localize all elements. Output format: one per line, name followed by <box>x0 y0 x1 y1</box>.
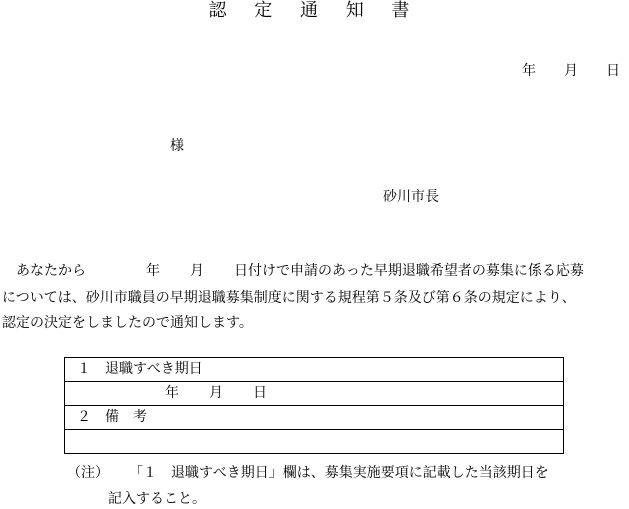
table-row <box>65 382 564 406</box>
retirement-date-value <box>65 382 564 406</box>
note-prefix: （注） <box>67 465 109 481</box>
addressee-suffix: 様 <box>170 138 184 154</box>
remarks-label: ２ 備 考 <box>65 406 564 430</box>
issue-date-year: 年 <box>522 63 536 79</box>
note-line-2: 記入すること。 <box>108 491 206 507</box>
note-line-1 <box>67 463 549 483</box>
table-row <box>65 430 564 454</box>
details-table <box>64 357 564 454</box>
document-title: 認 定 通 知 書 <box>208 0 421 21</box>
body-line-2: については、砂川市職員の早期退職募集制度に関する規程第５条及び第６条の規定により、 <box>2 290 576 306</box>
body-line-1 <box>2 261 584 281</box>
retirement-date-label: １ 退職すべき期日 <box>65 358 564 382</box>
table-row <box>65 406 564 430</box>
body-line-1-month: 月 <box>190 263 204 279</box>
table-row <box>65 358 564 382</box>
body-line-1-intro: あなたから <box>16 263 86 279</box>
body-line-3: 認定の決定をしましたので通知します。 <box>2 315 253 331</box>
retirement-date-year: 年 <box>165 385 179 401</box>
body-line-1-year: 年 <box>146 263 160 279</box>
remarks-value <box>65 430 564 454</box>
issue-date-day: 日 <box>606 63 620 79</box>
issuer-name: 砂川市長 <box>383 189 439 205</box>
body-line-1-rest: 日付けで申請のあった早期退職希望者の募集に係る応募 <box>234 263 584 279</box>
retirement-date-month: 月 <box>209 385 223 401</box>
note-text-1: 「１ 退職すべき期日」欄は、募集実施要項に記載した当該期日を <box>129 465 549 481</box>
retirement-date-day: 日 <box>253 385 267 401</box>
issue-date-month: 月 <box>564 63 578 79</box>
issue-date <box>522 62 620 80</box>
